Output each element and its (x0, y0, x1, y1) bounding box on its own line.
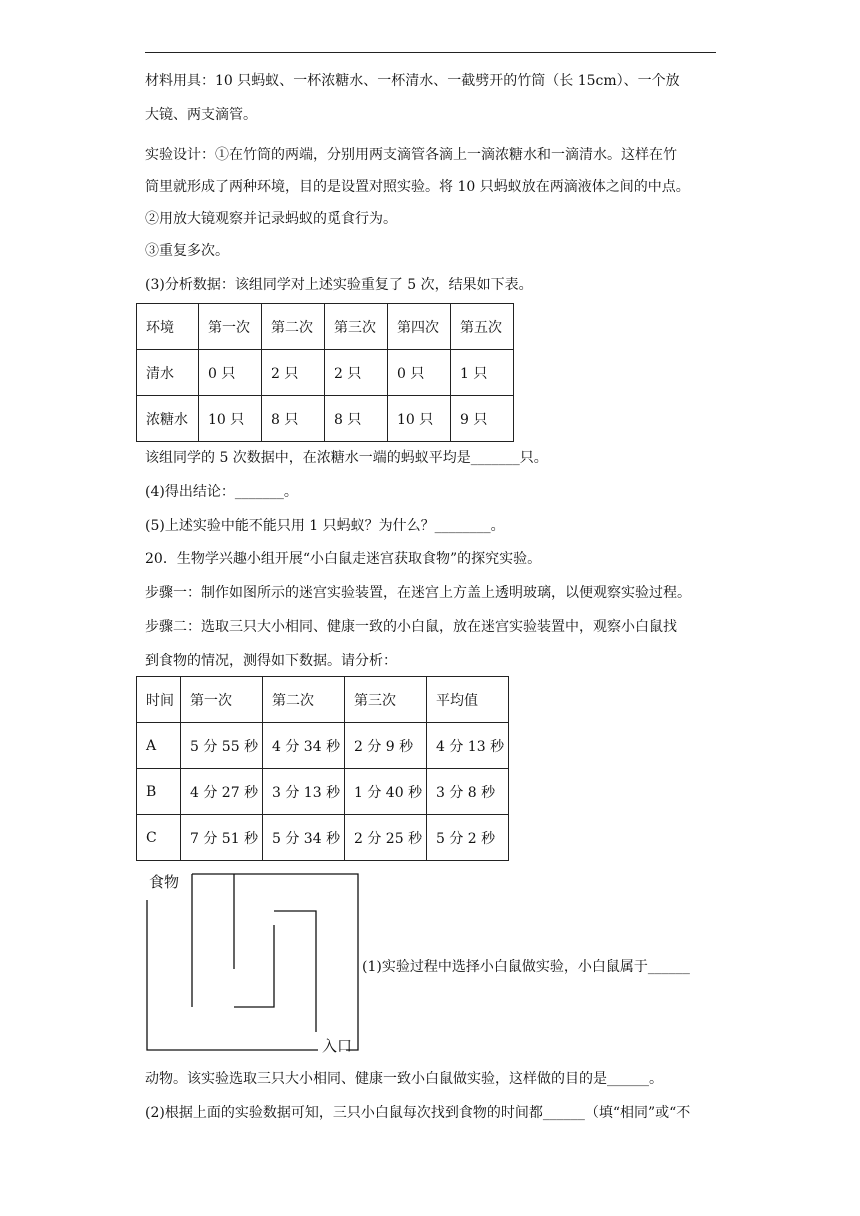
one-ant-question: (5)上述实验中能不能只用 1 只蚂蚁？为什么？________。 (145, 518, 505, 534)
table-cell: 4 分 27 秒 (181, 769, 263, 815)
question-20-2: (2)根据上面的实验数据可知，三只小白鼠每次找到食物的时间都______（填“相同”或“不 (145, 1105, 691, 1121)
table-cell: 清水 (137, 350, 199, 396)
table-row (137, 396, 514, 442)
table-cell: 浓糖水 (137, 396, 199, 442)
step-two-line-2: 到食物的情况，测得如下数据。请分析： (145, 653, 397, 669)
table-cell: 4 分 13 秒 (427, 723, 509, 769)
table-header-cell: 第三次 (325, 304, 388, 350)
table-cell: 3 分 13 秒 (263, 769, 345, 815)
materials-line-1: 材料用具：10 只蚂蚁、一杯浓糖水、一杯清水、一截劈开的竹筒（长 15cm）、一个放 (145, 73, 680, 89)
table-cell: 4 分 34 秒 (263, 723, 345, 769)
mice-table (136, 676, 509, 861)
table-cell: A (137, 723, 181, 769)
table-row (137, 769, 509, 815)
step-one: 步骤一：制作如图所示的迷宫实验装置，在迷宫上方盖上透明玻璃，以便观察实验过程。 (145, 585, 691, 601)
table-cell: 2 分 9 秒 (345, 723, 427, 769)
table-cell: 8 只 (262, 396, 325, 442)
question-20-title: 20．生物学兴趣小组开展“小白鼠走迷宫获取食物”的探究实验。 (145, 551, 542, 567)
table-cell: 0 只 (199, 350, 262, 396)
design-line-2: 筒里就形成了两种环境，目的是设置对照实验。将 10 只蚂蚁放在两滴液体之间的中点。 (145, 179, 690, 195)
materials-line-2: 大镜、两支滴管。 (145, 107, 257, 123)
table-cell: 10 只 (199, 396, 262, 442)
table-cell: 3 分 8 秒 (427, 769, 509, 815)
table-row (137, 304, 514, 350)
table-row (137, 723, 509, 769)
table-cell: 9 只 (451, 396, 514, 442)
table-cell: 5 分 55 秒 (181, 723, 263, 769)
maze-drawing (146, 870, 362, 1056)
maze-entrance-label: 入口 (322, 1037, 353, 1055)
table-cell: 5 分 2 秒 (427, 815, 509, 861)
table-cell: 7 分 51 秒 (181, 815, 263, 861)
design-line-1: 实验设计：①在竹筒的两端，分别用两支滴管各滴上一滴浓糖水和一滴清水。这样在竹 (145, 147, 677, 163)
table-header-cell: 第二次 (263, 677, 345, 723)
table-header-cell: 环境 (137, 304, 199, 350)
table-cell: C (137, 815, 181, 861)
table-header-cell: 第三次 (345, 677, 427, 723)
table-cell: B (137, 769, 181, 815)
table-cell: 10 只 (388, 396, 451, 442)
table-header-cell: 第五次 (451, 304, 514, 350)
maze-food-label: 食物 (149, 873, 180, 891)
table-header-cell: 时间 (137, 677, 181, 723)
table-header-cell: 第一次 (181, 677, 263, 723)
table-cell: 1 只 (451, 350, 514, 396)
analysis-line: (3)分析数据：该组同学对上述实验重复了 5 次，结果如下表。 (145, 277, 533, 293)
table-cell: 2 分 25 秒 (345, 815, 427, 861)
design-line-4: ③重复多次。 (145, 243, 229, 259)
header-rule (145, 52, 716, 53)
average-question: 该组同学的 5 次数据中，在浓糖水一端的蚂蚁平均是_______只。 (145, 450, 548, 466)
table-header-cell: 第一次 (199, 304, 262, 350)
table-header-cell: 平均值 (427, 677, 509, 723)
table-cell: 5 分 34 秒 (263, 815, 345, 861)
maze-diagram (146, 870, 362, 1056)
table-header-cell: 第四次 (388, 304, 451, 350)
table-cell: 1 分 40 秒 (345, 769, 427, 815)
table-header-cell: 第二次 (262, 304, 325, 350)
table-row (137, 815, 509, 861)
table-row (137, 350, 514, 396)
table-cell: 0 只 (388, 350, 451, 396)
table-cell: 2 只 (262, 350, 325, 396)
ants-table (136, 303, 514, 442)
table-cell: 2 只 (325, 350, 388, 396)
question-20-1-part-b: 动物。该实验选取三只大小相同、健康一致小白鼠做实验，这样做的目的是______。 (145, 1071, 663, 1087)
conclusion-question: (4)得出结论：_______。 (145, 484, 298, 500)
question-20-1-part-a: (1)实验过程中选择小白鼠做实验，小白鼠属于______ (362, 959, 690, 975)
design-line-3: ②用放大镜观察并记录蚂蚁的觅食行为。 (145, 211, 397, 227)
step-two-line-1: 步骤二：选取三只大小相同、健康一致的小白鼠，放在迷宫实验装置中，观察小白鼠找 (145, 619, 677, 635)
table-cell: 8 只 (325, 396, 388, 442)
table-row (137, 677, 509, 723)
